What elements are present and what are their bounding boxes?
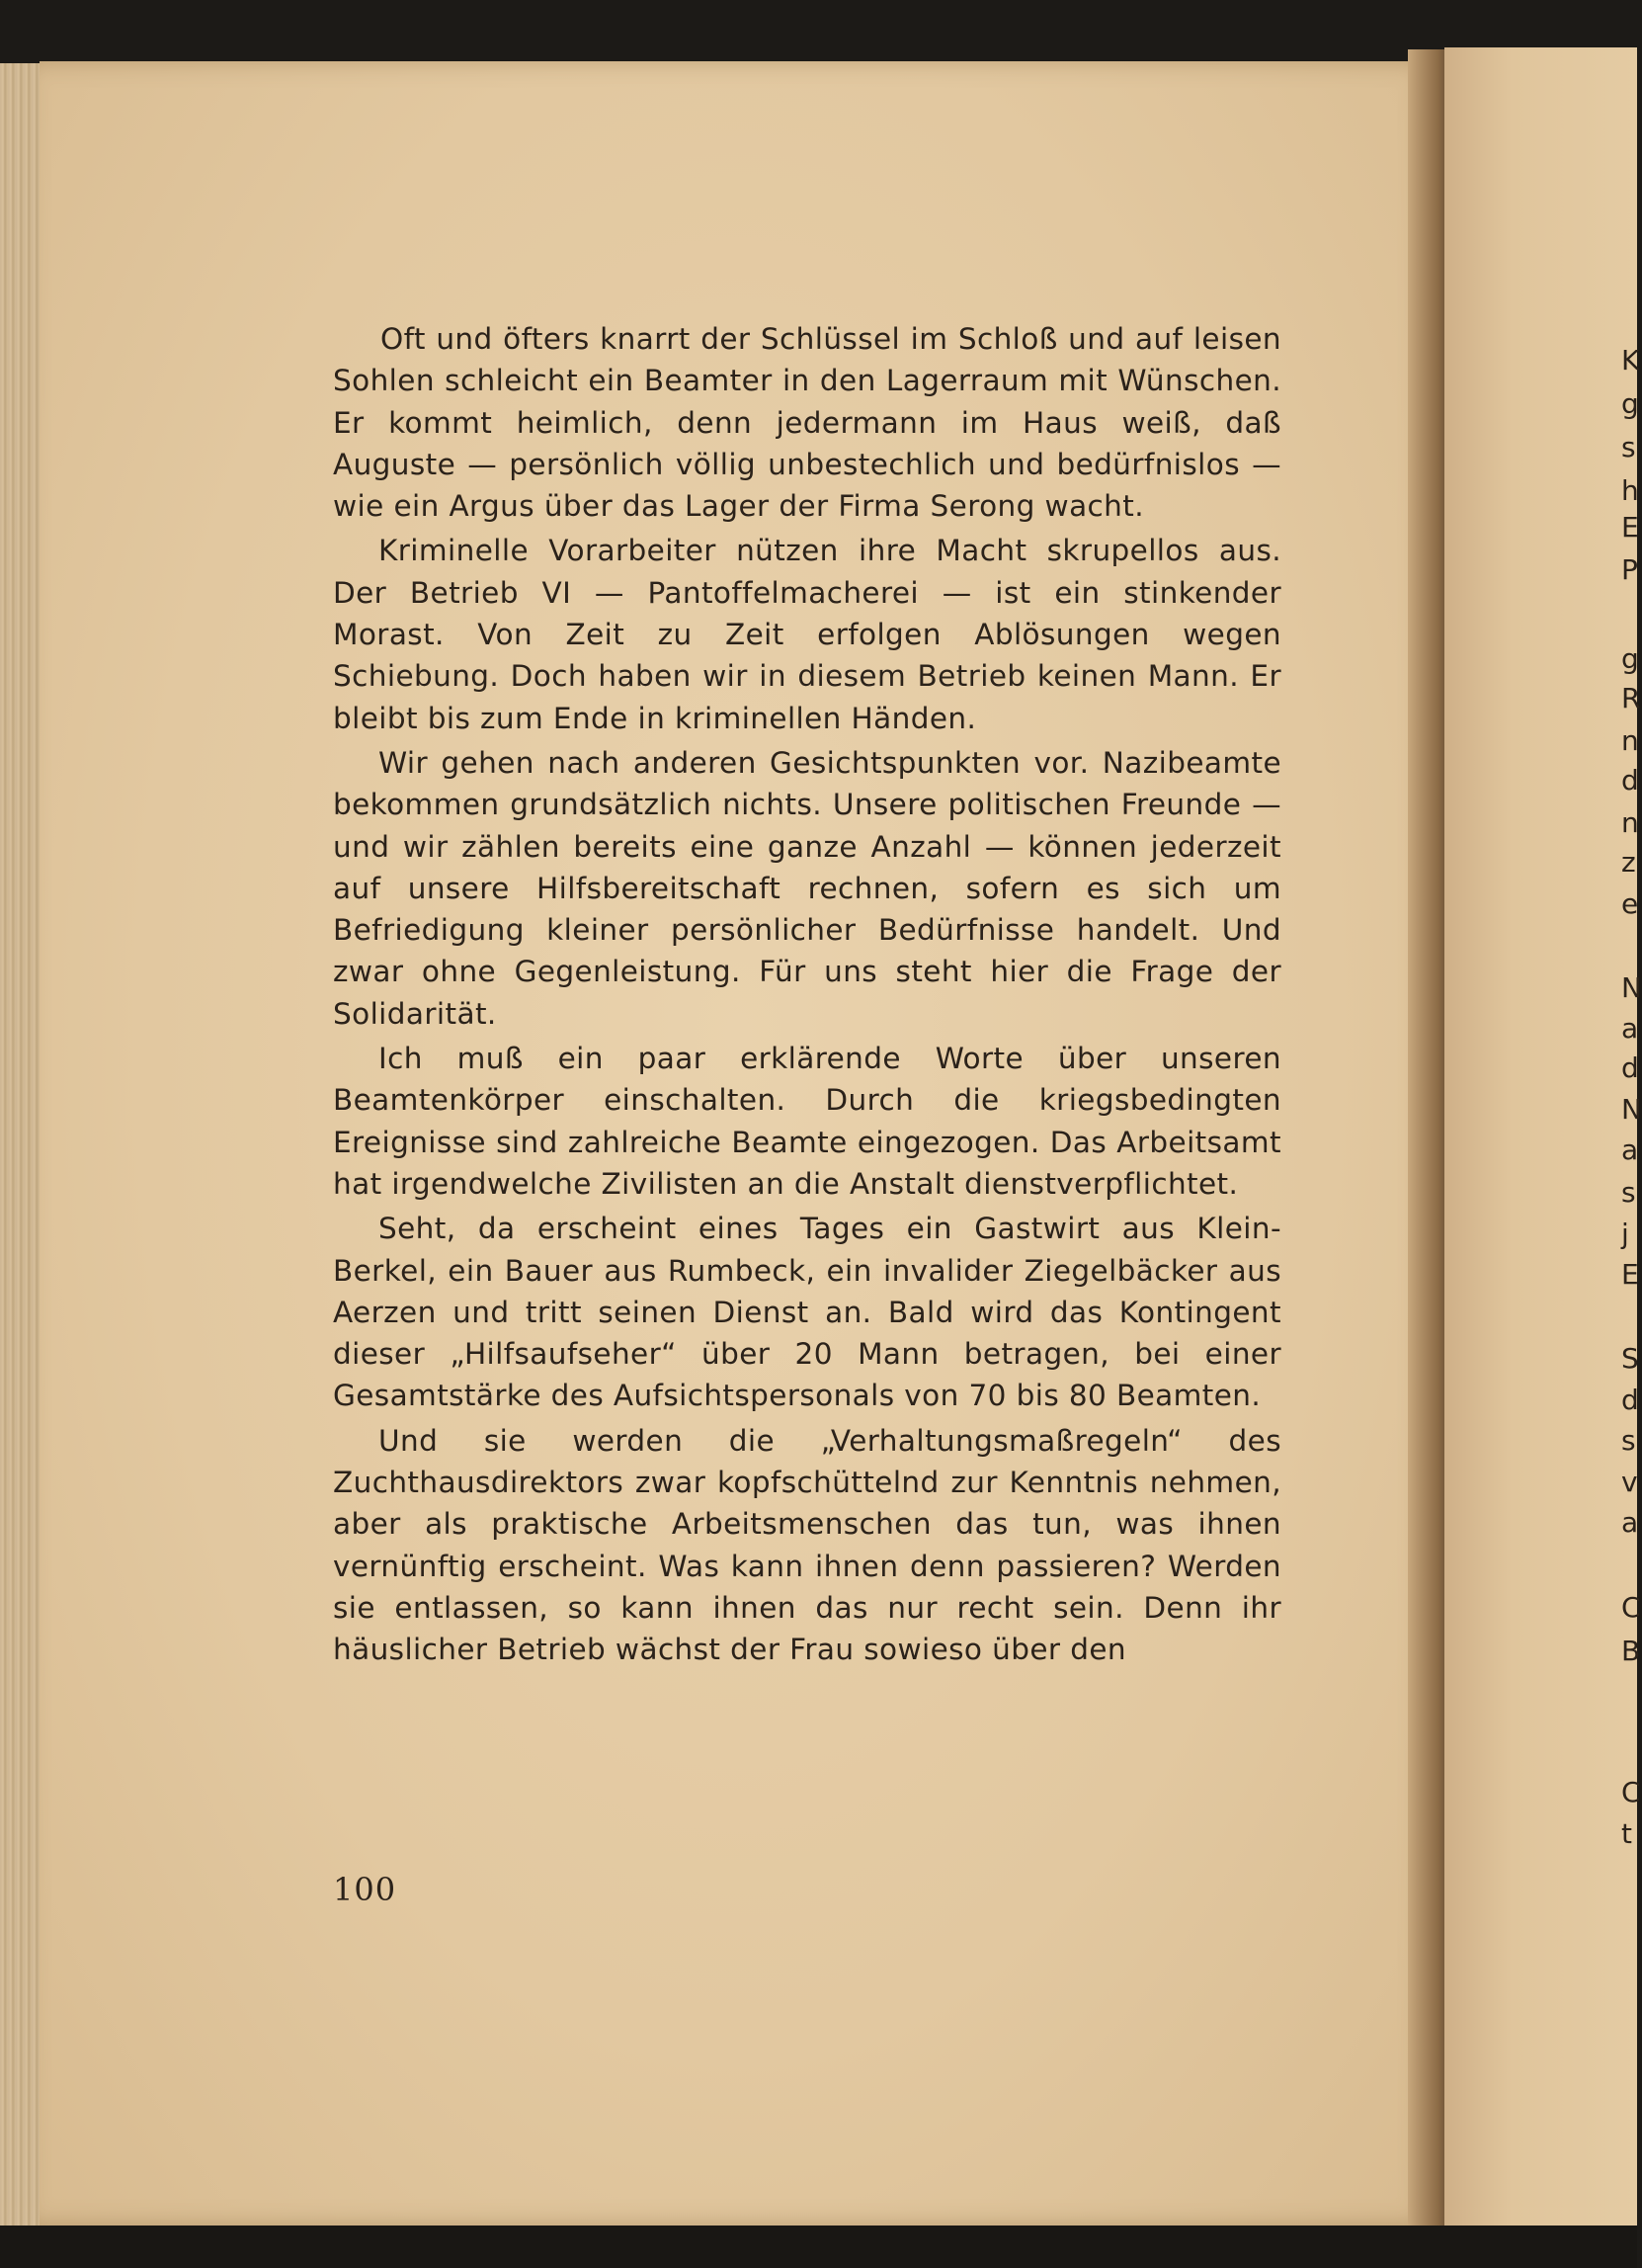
facing-page-letter: e: [1621, 887, 1639, 920]
facing-page-letter: d: [1621, 1384, 1639, 1416]
facing-page-letter: a: [1621, 1012, 1639, 1045]
paragraph-5: Seht, da erscheint eines Tages ein Gastwirt aus Klein-Berkel, ein Bauer aus Rumbeck, ein invalider Ziegelbäcker aus Aerzen und tritt seinen Dienst an. Bald wird das Kontingent dieser „Hilfsaufseher“ über 20 Mann betragen, bei einer Gesamtstärke des Aufsichtspersonals von 70 bis 80 Beamten.: [333, 1212, 1281, 1413]
facing-page-letter: N: [1621, 971, 1642, 1004]
facing-page-letter: d: [1621, 764, 1639, 797]
facing-page-letter: C: [1621, 1591, 1641, 1624]
facing-page-letter: g: [1621, 642, 1639, 675]
paragraph-2: Kriminelle Vorarbeiter nützen ihre Macht skrupellos aus. Der Betrieb VI — Pantoffelmacherei — ist ein stinkender Morast. Von Zeit zu Zeit erfolgen Ablösungen wegen Schiebung. Doch haben wir in diesem Betrieb keinen Mann. Er bleibt bis zum Ende in kriminellen Händen.: [333, 534, 1281, 735]
facing-page-letter: s: [1621, 1176, 1636, 1209]
page-body-text: [333, 318, 1281, 1674]
paragraph-6: Und sie werden die „Verhaltungsmaßregeln“ des Zuchthausdirektors zwar kopfschüttelnd zur Kenntnis nehmen, aber als praktische Arbeitsmenschen das tun, was ihnen vernünftig erscheint. Was kann ihnen denn passieren? Werden sie entlassen, so kann ihnen das nur recht sein. Denn ihr häuslicher Betrieb wächst der Frau sowieso über den: [333, 1423, 1281, 1667]
facing-page-letter: d: [1621, 1051, 1639, 1084]
facing-page-letter: t: [1621, 1817, 1632, 1850]
facing-page-letter: K: [1621, 344, 1640, 377]
facing-page-letter: R: [1621, 682, 1641, 714]
facing-page-letter: P: [1621, 553, 1638, 586]
page-number: 100: [333, 1871, 397, 1908]
facing-page-letter: C: [1621, 1776, 1641, 1808]
facing-page: [1444, 47, 1637, 2243]
paragraph-1: Oft und öfters knarrt der Schlüssel im Schloß und auf leisen Sohlen schleicht ein Beamter in den Lagerraum mit Wünschen. Er kommt heimlich, denn jedermann im Haus weiß, daß Auguste — persönlich völlig unbestechlich und bedürfnislos — wie ein Argus über das Lager der Firma Serong wacht.: [333, 322, 1281, 524]
facing-page-letter: E: [1621, 511, 1639, 544]
facing-page-letter: B: [1621, 1635, 1641, 1667]
facing-page-letter: E: [1621, 1258, 1639, 1291]
facing-page-letter: N: [1621, 1093, 1642, 1126]
facing-page-letter: n: [1621, 724, 1639, 757]
facing-page-letter: j: [1621, 1218, 1629, 1250]
scan-background-bottom: [0, 2226, 1637, 2268]
facing-page-letter: S: [1621, 1342, 1639, 1375]
facing-page-letter: a: [1621, 1134, 1639, 1166]
paragraph-3: Wir gehen nach anderen Gesichtspunkten vor. Nazibeamte bekommen grundsätzlich nichts. Unsere politischen Freunde — und wir zählen bereits eine ganze Anzahl — können jederzeit auf unsere Hilfsbereitschaft rechnen, sofern es sich um Befriedigung kleiner persönlicher Bedürfnisse handelt. Und zwar ohne Gegenleistung. Für uns steht hier die Frage der Solidarität.: [333, 745, 1281, 1031]
paragraph-4: Ich muß ein paar erklärende Worte über unseren Beamtenkörper einschalten. Durch die kriegsbedingten Ereignisse sind zahlreiche Beamte eingezogen. Das Arbeitsamt hat irgendwelche Zivilisten an die Anstalt dienstverpflichtet.: [333, 1042, 1281, 1201]
facing-page-letter: a: [1621, 1506, 1639, 1539]
facing-page-letter: g: [1621, 387, 1639, 420]
facing-page-letter: s: [1621, 1424, 1636, 1457]
facing-page-letter: h: [1621, 474, 1639, 507]
facing-page-letter: n: [1621, 806, 1639, 839]
facing-page-letter: z: [1621, 846, 1636, 879]
facing-page-letter: v: [1621, 1466, 1638, 1498]
facing-page-letter: s: [1621, 431, 1636, 463]
